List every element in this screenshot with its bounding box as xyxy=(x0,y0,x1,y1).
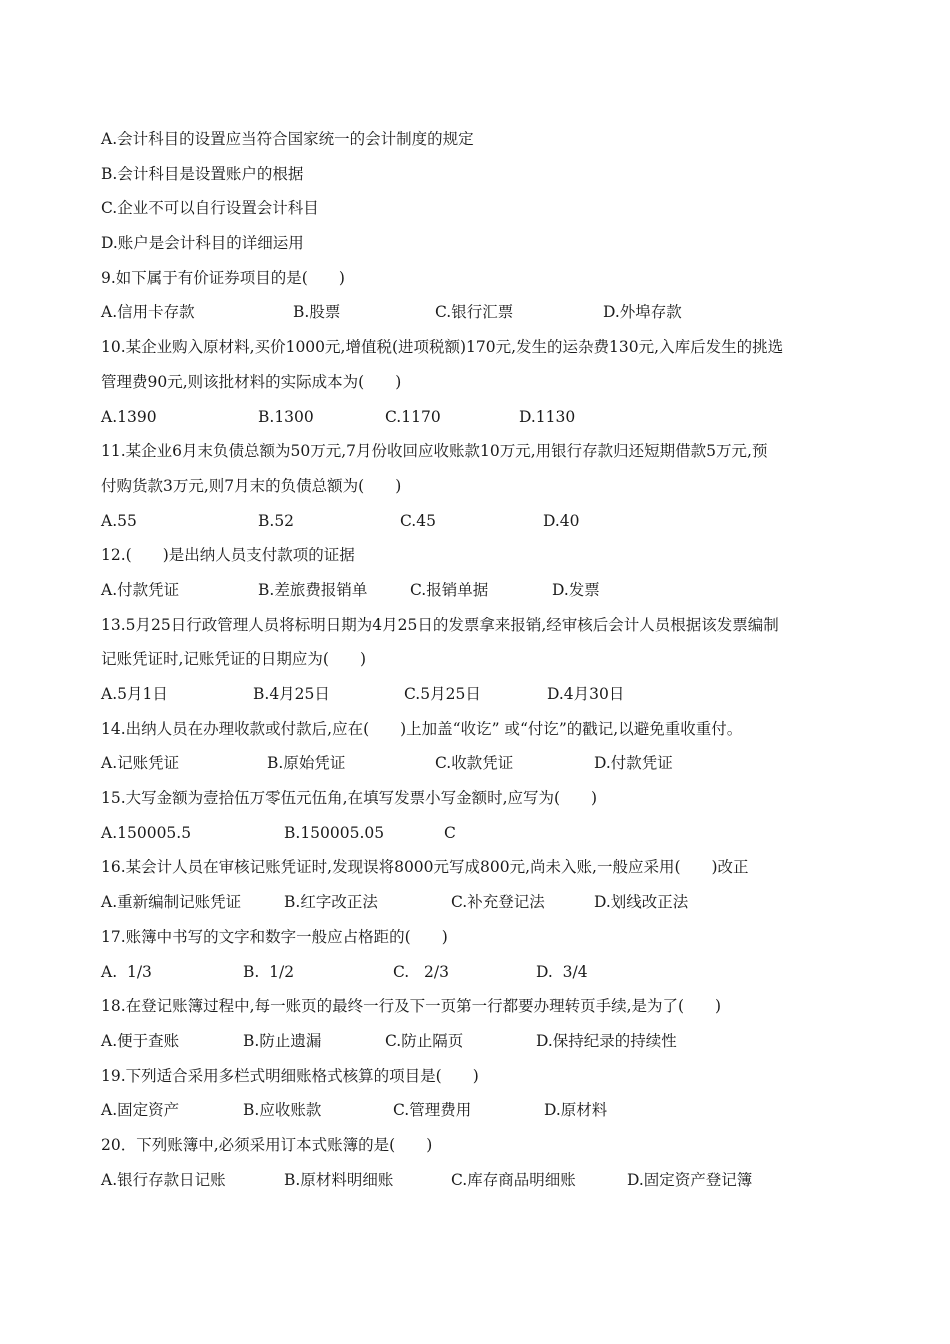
question-text: 17.账簿中书写的文字和数字一般应占格距的( ) xyxy=(101,927,448,946)
question-options xyxy=(101,1163,861,1198)
question-text: 12.( )是出纳人员支付款项的证据 xyxy=(101,546,355,565)
option-c: C.1170 xyxy=(385,407,441,426)
option-d: D.发票 xyxy=(552,580,600,599)
question-text: 20．下列账簿中,必须采用订本式账簿的是( ) xyxy=(101,1135,433,1154)
question-text: 13.5月25日行政管理人员将标明日期为4月25日的发票拿来报销,经审核后会计人员根据该发票编制 xyxy=(101,615,779,634)
option-c: C.45 xyxy=(400,511,436,530)
option-a: A.付款凭证 xyxy=(101,580,180,599)
question-text: 18.在登记账簿过程中,每一账页的最终一行及下一页第一行都要办理转页手续,是为了( ) xyxy=(101,997,722,1016)
question-options xyxy=(101,573,861,608)
option-b: B.差旅费报销单 xyxy=(258,580,368,599)
option-c: C.补充登记法 xyxy=(451,893,545,912)
option-d: D.1130 xyxy=(519,407,576,426)
option-a: A.银行存款日记账 xyxy=(101,1170,226,1189)
question-options xyxy=(101,504,861,539)
option-b: B.防止遗漏 xyxy=(243,1031,322,1050)
option-c: C.银行汇票 xyxy=(435,303,514,322)
question-options xyxy=(101,955,861,990)
question-text: 付购货款3万元,则7月末的负债总额为( ) xyxy=(101,476,402,495)
question-options xyxy=(101,677,861,712)
question-text: 11.某企业6月末负债总额为50万元,7月份收回应收账款10万元,用银行存款归还短期借款5万元,预 xyxy=(101,442,768,461)
option-b: B.股票 xyxy=(293,303,341,322)
question-text: 记账凭证时,记账凭证的日期应为( ) xyxy=(101,650,367,669)
option-b: B.1300 xyxy=(258,407,314,426)
question-text: 16.某会计人员在审核记账凭证时,发现误将8000元写成800元,尚未入账,一般应采用( )改正 xyxy=(101,858,749,877)
option-a: A. 1/3 xyxy=(101,962,152,981)
question-text: 14.出纳人员在办理收款或付款后,应在( )上加盖“收讫” 或“付讫”的戳记,以避免重收重付。 xyxy=(101,719,743,738)
option-a: A.150005.5 xyxy=(101,823,192,842)
option-c: C. 2/3 xyxy=(393,962,449,981)
option-d: D.40 xyxy=(543,511,580,530)
option-line: B.会计科目是设置账户的根据 xyxy=(101,164,304,183)
option-d: D.外埠存款 xyxy=(603,303,682,322)
question-options xyxy=(101,295,861,330)
question-options xyxy=(101,400,861,435)
question-text: 10.某企业购入原材料,买价1000元,增值税(进项税额)170元,发生的运杂费130元,入库后发生的挑选 xyxy=(101,338,784,357)
exam-page xyxy=(101,122,861,1197)
question-options xyxy=(101,1093,861,1128)
option-b: B.4月25日 xyxy=(253,685,330,703)
option-c: C.库存商品明细账 xyxy=(451,1170,576,1189)
question-text: 9.如下属于有价证券项目的是( ) xyxy=(101,268,345,287)
option-d: D.划线改正法 xyxy=(594,893,689,912)
option-a: A.固定资产 xyxy=(101,1101,180,1120)
option-a: A.55 xyxy=(101,511,137,530)
option-a: A.信用卡存款 xyxy=(101,303,195,322)
option-c: C.管理费用 xyxy=(393,1101,472,1120)
option-d: D.付款凭证 xyxy=(594,754,673,773)
option-line: A.会计科目的设置应当符合国家统一的会计制度的规定 xyxy=(101,130,474,148)
option-b: B.原材料明细账 xyxy=(284,1170,394,1189)
option-b: B.应收账款 xyxy=(243,1101,322,1120)
option-d: D.保持纪录的持续性 xyxy=(536,1031,677,1050)
option-b: B.原始凭证 xyxy=(267,754,346,773)
option-d: D.原材料 xyxy=(544,1101,608,1120)
question-text: 15.大写金额为壹拾伍万零伍元伍角,在填写发票小写金额时,应写为( ) xyxy=(101,789,598,808)
option-b: B.52 xyxy=(258,511,295,530)
option-line: C.企业不可以自行设置会计科目 xyxy=(101,199,319,218)
question-text: 19.下列适合采用多栏式明细账格式核算的项目是( ) xyxy=(101,1066,479,1085)
option-c: C.5月25日 xyxy=(404,685,481,703)
option-c: C xyxy=(444,823,456,842)
option-c: C.报销单据 xyxy=(410,580,489,599)
option-a: A.便于查账 xyxy=(101,1031,180,1050)
option-d: D. 3/4 xyxy=(536,962,588,981)
question-options xyxy=(101,885,861,920)
option-c: C.防止隔页 xyxy=(385,1031,464,1050)
question-text: 管理费90元,则该批材料的实际成本为( ) xyxy=(101,372,402,391)
question-options xyxy=(101,816,861,851)
option-a: A.5月1日 xyxy=(101,685,168,703)
question-options xyxy=(101,1024,861,1059)
option-b: B.红字改正法 xyxy=(284,893,378,912)
option-line: D.账户是会计科目的详细运用 xyxy=(101,234,304,253)
option-b: B.150005.05 xyxy=(284,823,385,842)
option-d: D.4月30日 xyxy=(547,685,625,703)
question-options xyxy=(101,746,861,781)
option-a: A.重新编制记账凭证 xyxy=(101,893,242,912)
option-a: A.记账凭证 xyxy=(101,754,180,773)
option-d: D.固定资产登记簿 xyxy=(627,1170,753,1189)
option-a: A.1390 xyxy=(101,407,157,426)
option-b: B. 1/2 xyxy=(243,962,295,981)
option-c: C.收款凭证 xyxy=(435,754,514,773)
